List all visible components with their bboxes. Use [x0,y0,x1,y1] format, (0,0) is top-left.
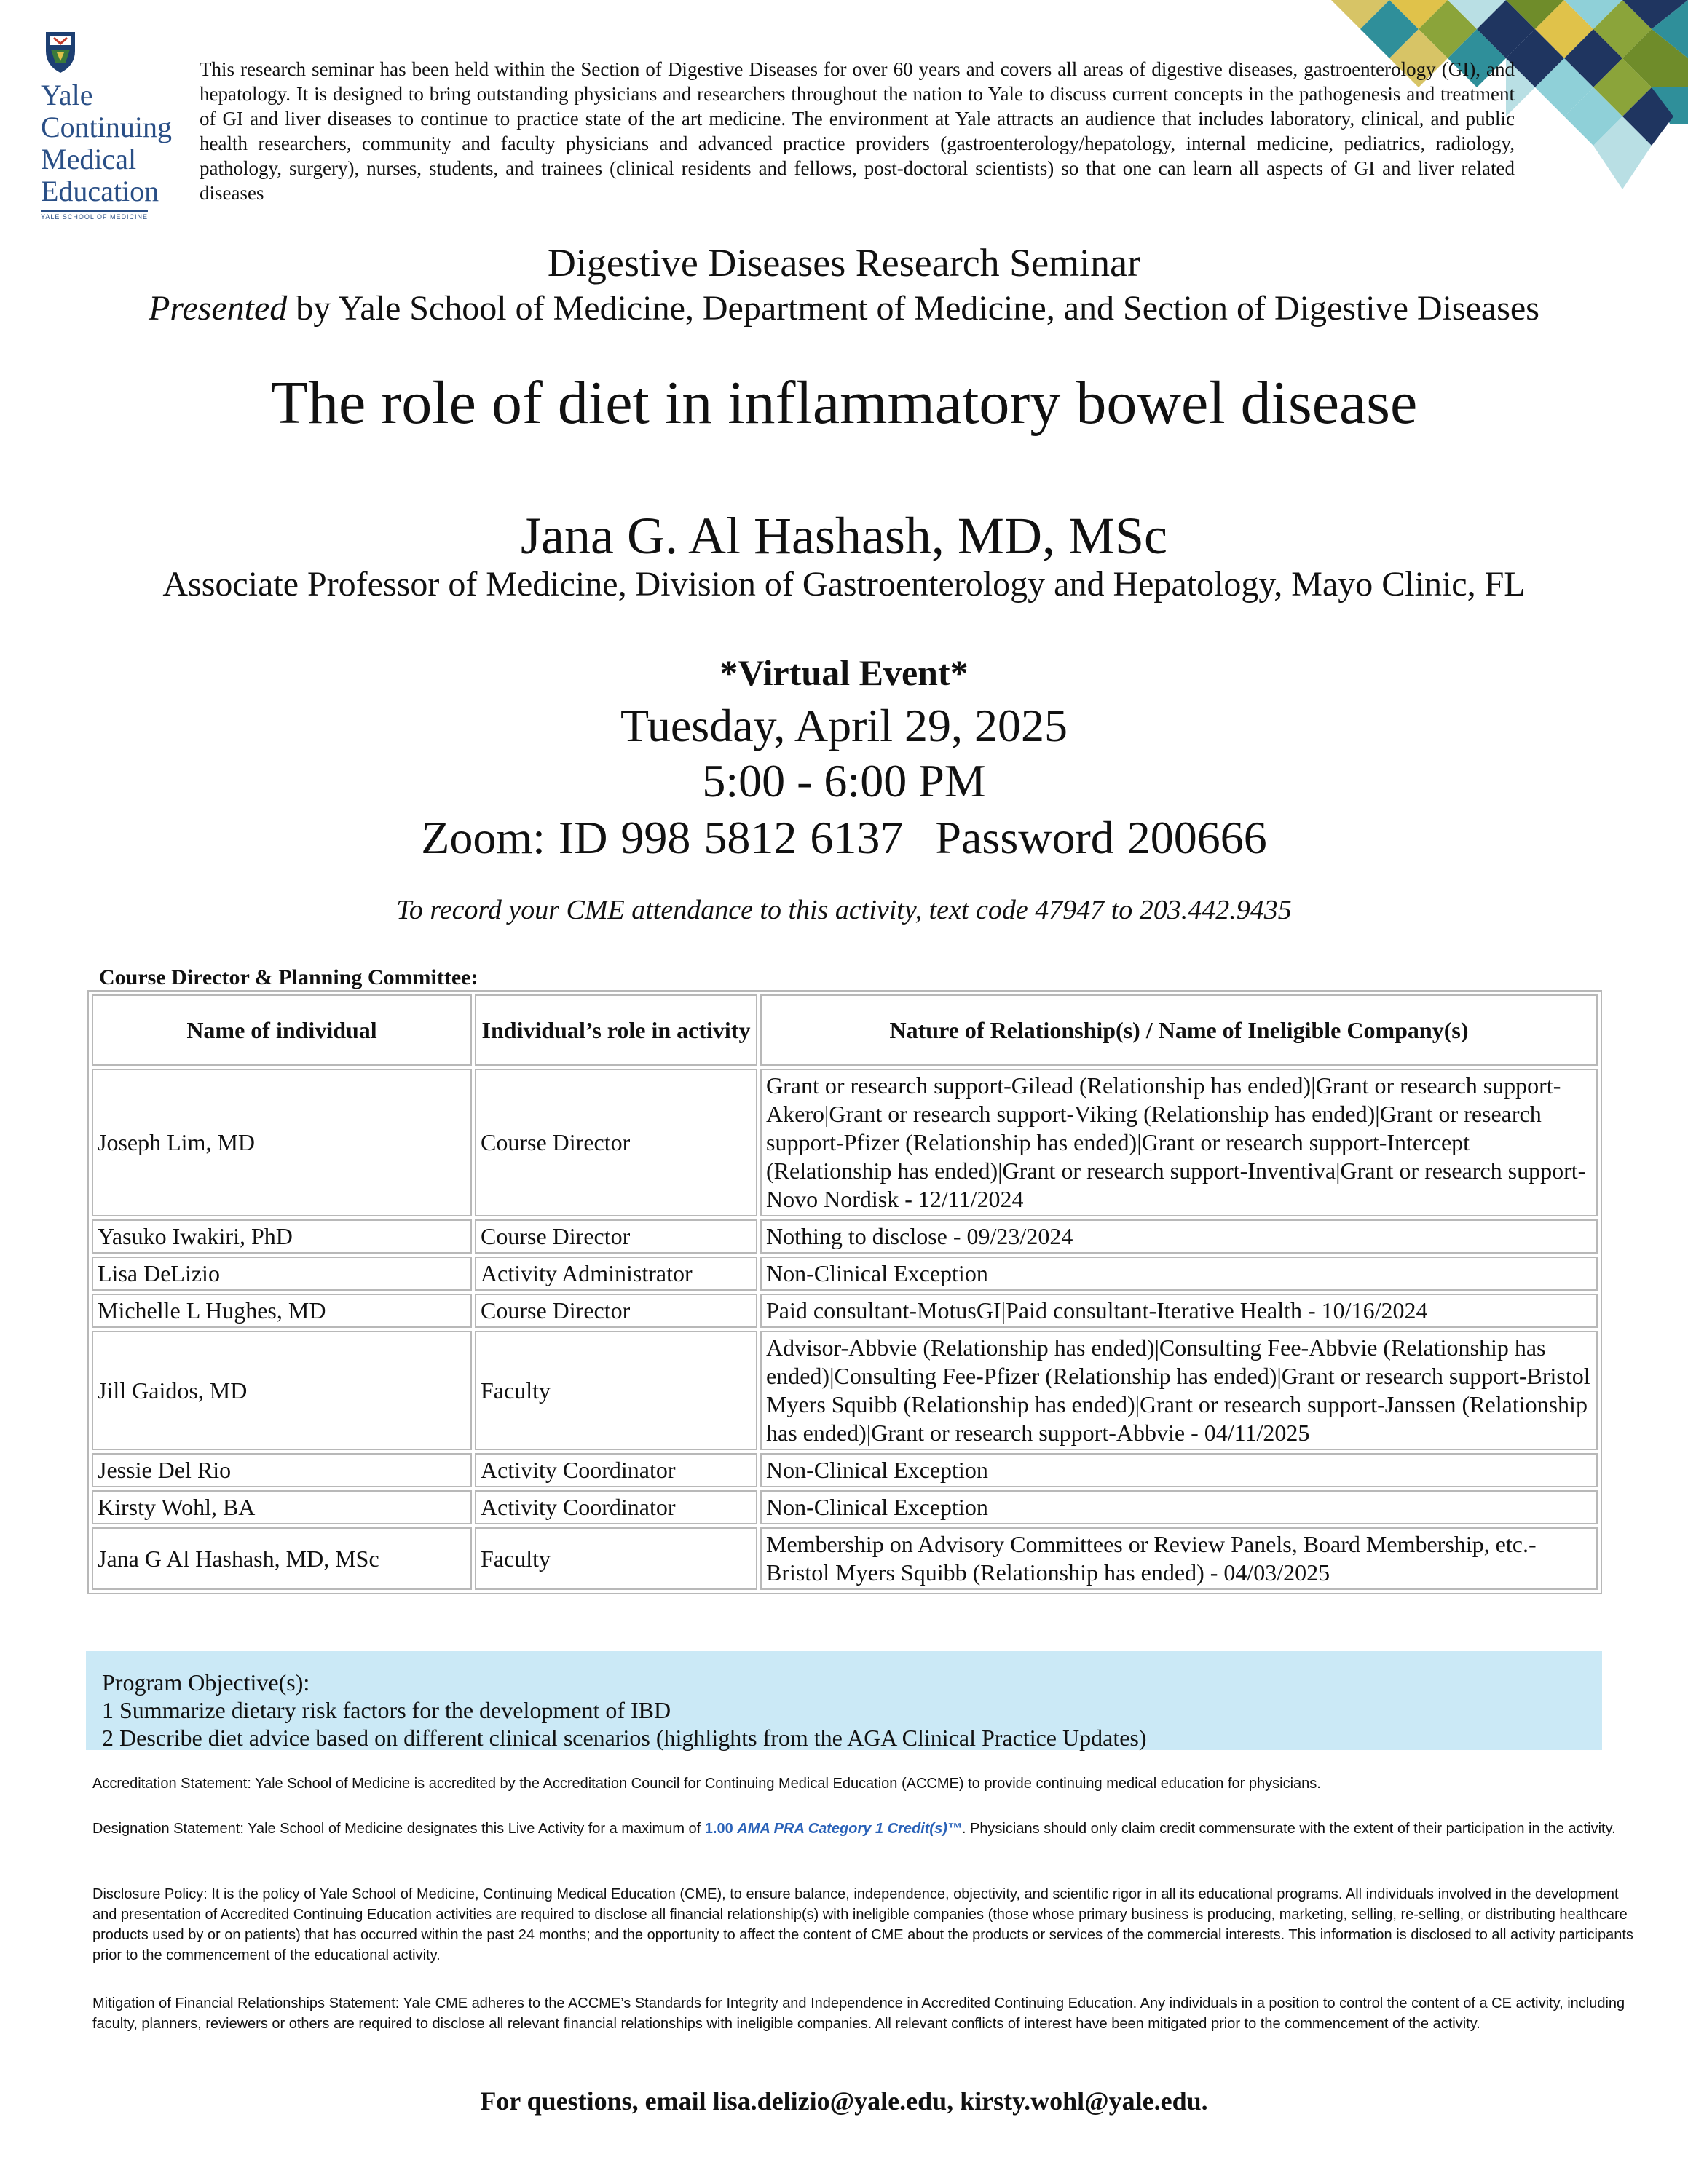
cell-role: Faculty [475,1331,757,1450]
cell-nature: Non-Clinical Exception [760,1257,1598,1291]
cell-role: Faculty [475,1527,757,1590]
committee-table [87,990,1602,1594]
cell-nature: Membership on Advisory Committees or Review Panels, Board Membership, etc.-Bristol Myers Squibb (Relationship has ended) - 04/03/2025 [760,1527,1598,1590]
cell-role: Course Director [475,1219,757,1254]
cell-nature: Non-Clinical Exception [760,1453,1598,1487]
cell-role: Course Director [475,1069,757,1216]
talk-title: The role of diet in inflammatory bowel disease [270,369,1418,437]
zoom-id: Zoom: ID 998 5812 6137 [421,812,904,863]
table-row [92,1294,1598,1328]
presented-by-line [0,288,1688,328]
event-time: 5:00 - 6:00 PM [702,755,986,807]
cell-role: Activity Administrator [475,1257,757,1291]
zoom-info [0,811,1688,865]
accreditation-statement: Accreditation Statement: Yale School of Medicine is accredited by the Accreditation Council for Continuing Medical Education (ACCME) to provide continuing medical education for physicians. [92,1776,1321,1792]
cell-nature: Paid consultant-MotusGI|Paid consultant-Iterative Health - 10/16/2024 [760,1294,1598,1328]
table-row [92,1219,1598,1254]
cell-nature: Grant or research support-Gilead (Relationship has ended)|Grant or research support-Akero|Grant or research support-Viking (Relationship has ended)|Grant or research support-Pfizer (Relationship has ended)|Grant or research support-Intercept (Relationship has ended)|Grant or research support-Inventiva|Grant or research support-Novo Nordisk - 12/11/2024 [760,1069,1598,1216]
event-date: Tuesday, April 29, 2025 [620,700,1068,751]
table-row [92,1490,1598,1524]
cell-name: Yasuko Iwakiri, PhD [92,1219,472,1254]
cell-name: Jessie Del Rio [92,1453,472,1487]
table-row [92,1527,1598,1590]
table-row [92,1453,1598,1487]
table-header-row [92,994,1598,1066]
objective-item: 1 Summarize dietary risk factors for the development of IBD [102,1697,671,1723]
cell-role: Activity Coordinator [475,1490,757,1524]
table-row [92,1257,1598,1291]
speaker-affiliation: Associate Professor of Medicine, Division of Gastroenterology and Hepatology, Mayo Clinic, FL [162,565,1526,604]
header-name: Name of individual [92,994,472,1066]
presented-rest: by Yale School of Medicine, Department of Medicine, and Section of Digestive Diseases [287,289,1539,328]
cell-role: Activity Coordinator [475,1453,757,1487]
cell-nature: Nothing to disclose - 09/23/2024 [760,1219,1598,1254]
yale-shield-icon [44,29,77,74]
logo-line: Continuing [41,111,173,143]
logo-subtext: YALE SCHOOL OF MEDICINE [41,210,148,221]
speaker-name: Jana G. Al Hashash, MD, MSc [521,507,1167,565]
logo-line: Yale [41,79,93,111]
designation-text: Designation Statement: Yale School of Medicine designates this Live Activity for a maximum of [92,1821,705,1837]
program-objectives [86,1651,1602,1750]
designation-text-end: . Physicians should only claim credit commensurate with the extent of their participation in the activity. [961,1821,1616,1837]
credit-name: AMA PRA Category 1 Credit(s)™ [737,1821,962,1837]
logo-line: Education [41,175,159,207]
zoom-password: Password 200666 [935,812,1267,863]
committee-heading: Course Director & Planning Committee: [99,965,478,989]
virtual-event-label: *Virtual Event* [719,652,969,693]
yale-cme-logo [41,29,194,223]
credit-amount [705,1821,962,1837]
table-row [92,1331,1598,1450]
presented-italic: Presented [149,289,288,328]
cell-role: Course Director [475,1294,757,1328]
logo-line: Medical [41,143,137,175]
designation-statement [92,1819,1636,1839]
cell-name: Jana G Al Hashash, MD, MSc [92,1527,472,1590]
intro-paragraph: This research seminar has been held within the Section of Digestive Diseases for over 60 years and covers all areas of digestive diseases, gastroenterology (GI), and hepatology. It is designed to bring outstanding physicians and researchers throughout the nation to Yale to discuss current concepts in the pathogenesis and treatment of GI and liver diseases to continue to practice state of the art medicine. The environment at Yale attracts an audience that includes laboratory, clinical, and public health researchers, community and faculty physicians and advanced practice providers (gastroenterology/hepatology, internal medicine, pediatrics, radiology, pathology, surgery), nurses, students, and trainees (clinical residents and fellows, post-doctoral scientists) so that one can learn all aspects of GI and liver related diseases [200,58,1515,204]
questions-contact: For questions, email lisa.delizio@yale.edu, kirsty.wohl@yale.edu. [480,2086,1208,2116]
objective-item: 2 Describe diet advice based on different clinical scenarios (highlights from the AGA Clinical Practice Updates) [102,1725,1147,1751]
disclosure-policy: Disclosure Policy: It is the policy of Yale School of Medicine, Continuing Medical Education (CME), to ensure balance, independence, objectivity, and scientific rigor in all its educational programs. All individuals involved in the development and presentation of Accredited Continuing Education activities are required to disclose all financial relationship(s) with ineligible companies (those whose primary business is producing, marketing, selling, re-selling, or distributing healthcare products used by or on patients) that has occurred within the past 24 months; and the opportunity to affect the content of CME about the products or services of the commercial interests. This information is disclosed to all activity participants prior to the commencement of the educational activity. [92,1886,1633,1963]
credit-number: 1.00 [704,1821,733,1837]
cell-name: Lisa DeLizio [92,1257,472,1291]
objectives-heading: Program Objective(s): [102,1669,310,1696]
cme-attendance-text: To record your CME attendance to this activity, text code 47947 to 203.442.9435 [396,895,1292,925]
cell-name: Kirsty Wohl, BA [92,1490,472,1524]
cell-name: Michelle L Hughes, MD [92,1294,472,1328]
cell-nature: Non-Clinical Exception [760,1490,1598,1524]
header-nature: Nature of Relationship(s) / Name of Ineligible Company(s) [760,994,1598,1066]
cell-name: Joseph Lim, MD [92,1069,472,1216]
cell-nature: Advisor-Abbvie (Relationship has ended)|Consulting Fee-Abbvie (Relationship has ended)|Consulting Fee-Pfizer (Relationship has ended)|Grant or research support-Bristol Myers Squibb (Relationship has ended)|Grant or research support-Janssen (Relationship has ended)|Grant or research support-Abbvie - 04/11/2025 [760,1331,1598,1450]
table-row [92,1069,1598,1216]
cell-name: Jill Gaidos, MD [92,1331,472,1450]
mitigation-statement: Mitigation of Financial Relationships Statement: Yale CME adheres to the ACCME’s Standards for Integrity and Independence in Accredited Continuing Education. Any individuals in a position to control the content of a CE activity, including faculty, planners, reviewers or others are required to disclose all relevant financial relationships with ineligible companies. All relevant conflicts of interest have been mitigated prior to the commencement of the activity. [92,1995,1625,2032]
seminar-name: Digestive Diseases Research Seminar [547,241,1141,285]
header-role: Individual’s role in activity [475,994,757,1066]
